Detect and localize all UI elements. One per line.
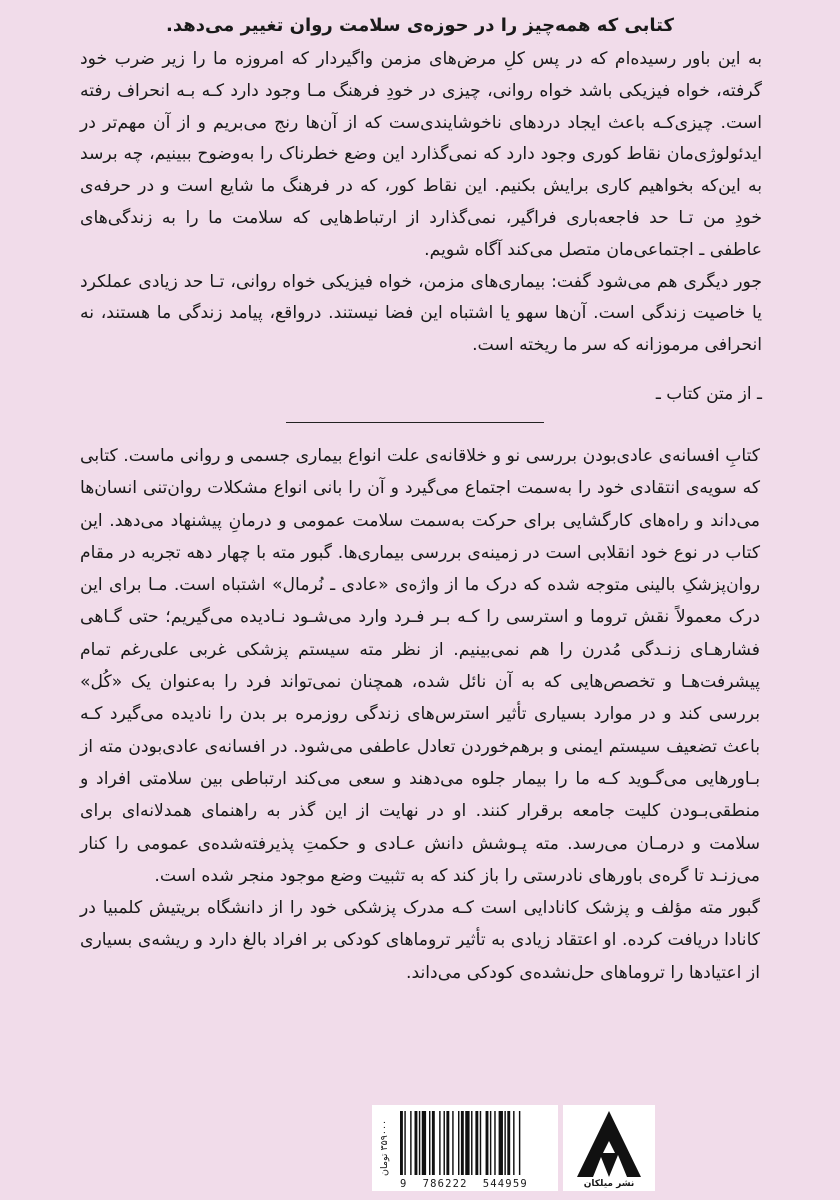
barcode-bar [504,1111,505,1175]
barcode-bar [513,1111,514,1175]
cover-heading: کتابی که همه‌چیز را در حوزه‌ی سلامت روان تغییر می‌دهد. [166,15,674,36]
barcode-bar [507,1111,510,1175]
barcode-bar [519,1111,520,1175]
barcode-bar [432,1111,435,1175]
barcode-bar [480,1111,481,1175]
barcode-bar [419,1111,420,1175]
isbn-digits: 9 786222 544959 [400,1178,528,1190]
author-bio-paragraph: گبور مته مؤلف و پزشک کانادایی است کـه مدرک پزشکی خود را از دانشگاه بریتیش کلمبیا در کانادا دریافت کرده. او اعتقاد زیادی به تأثیر تروماهای کودکی بر افراد بالغ دارد و ریشه‌ی بسیاری از اعتیادها را تروماهای حل‌نشده‌ی کودکی می‌داند. [80,898,760,983]
excerpt-paragraph-1: به این باور رسیده‌ام که در پس کلِ مرض‌های مزمن واگیردار که امروزه ما را زیر ضرب خود گرفته، خواه فیزیکی باشد خواه روانی، چیزی در خودِ فرهنگ مـا وجود دارد کـه بـه انحراف رفته است. چیزی‌کـه باعث ایجاد دردهای ناخوشایندی‌ست که از آن‌ها رنج می‌بریم و از آن مهم‌تر در ایدئولوژی‌مان نقاط کوری وجود دارد که نمی‌گذارد این وضع خطرناک را به‌وضوح ببینیم، چه برسد به این‌که بخواهیم کاری برایش بکنیم. این نقاط کور، که در فرهنگ ما شایع است و در حرفه‌ی خودِ من تـا حد فاجعه‌باری فراگیر، نمی‌گذارد از ارتباط‌هایی که سلامت ما را به زندگی‌های عاطفی ـ اجتماعی‌مان متصل می‌کند آگاه شویم. [80,49,762,260]
barcode-bar [494,1111,495,1175]
publisher-name: نشر میلکان [583,1179,635,1189]
publisher-logo [563,1105,655,1191]
excerpt-paragraph-2: جور دیگری هم می‌شود گفت: بیماری‌های مزمن، خواه فیزیکی خواه روانی، تـا حد زیادی عملکرد یا خاصیت زندگی است. آن‌ها سهو یا اشتباه این فضا نیستند. درواقع، پیامد زندگی ما هستند، نه انحرافی مرموزانه که سر ما ریخته است. [80,271,762,356]
barcode-bar [446,1111,449,1175]
barcode-bar [400,1111,403,1175]
price-label: ۳۵۹۰۰۰ تومان [379,1119,390,1177]
barcode-bar [486,1111,489,1175]
barcode-bar [439,1111,440,1175]
section-divider [286,422,544,423]
barcode-bar [499,1111,503,1175]
barcode-bar [422,1111,426,1175]
barcode-bar [471,1111,472,1175]
book-excerpt [80,44,762,362]
barcode-bar [444,1111,445,1175]
barcode-bar [415,1111,418,1175]
barcode-bar [458,1111,459,1175]
description-paragraph: کتابِ افسانه‌ی عادی‌بودن بررسی نو و خلاقانه‌ی علت انواع بیماری جسمی و روانی ماست. کتابی که سویه‌ی انتقادی خود را به‌سمت اجتماع می‌گیرد و آن را بانی انواع مشکلات روان‌تنی انسان‌ها می‌داند و راه‌های کارگشایی برای حرکت به‌سمت سلامت عمومی و درمانِ پیشنهاد می‌دهد. این کتاب در نوع خود انقلابی است در زمینه‌ی بررسی بیماری‌ها. گبور مته با چهار دهه تجربه در مقام روان‌پزشکِ بالینی متوجه شده که درک ما از واژه‌ی «عادی ـ نُرمال» اشتباه است. مـا برای این درک معمولاً نقش تروما و استرسی را کـه بـر فـرد وارد می‌شـود نـادیده می‌گیریم؛ حتی گـاهی فشارهـای زنـدگی مُدرن را هم نمی‌بینیم. از نظر مته سیستم پزشکی غربی علی‌رغم تمام پیشرفت‌هـا و تخصص‌هایی که به آن نائل شده، همچنان نمی‌تواند فرد را به‌عنوان یک «کُل» بررسی کند و در موارد بسیاری تأثیر استرس‌های زندگی روزمره بر بدن را نادیده می‌گیرد کـه باعث تضعیف سیستم ایمنی و برهم‌خوردن تعادل عاطفی می‌شود. در افسانه‌ی عادی‌بودن مته از بـاورهایی می‌گـوید کـه ما را بیمار جلوه می‌دهند و سعی می‌کند ارتباطی بین سلامتی افراد و منطقی‌بـودن کلیت جامعه برقرار کنند. او در نهایت از این گذر به راهنمای همدلانه‌ای برای سلامت و درمـان می‌رسد. مته پـوشش دانش عـادی و حکمتِ پذیرفته‌شده‌ی عمومی را کنار می‌زنـد تا گره‌ی باورهای نادرستی را باز کند که به تثبیت وضع موجود منجر شده است. [80,446,760,886]
barcode-bar [465,1111,469,1175]
barcode-bar [490,1111,491,1175]
barcode-bar [475,1111,478,1175]
barcode-bar [429,1111,430,1175]
barcode-bar [452,1111,453,1175]
isbn-barcode [372,1105,558,1191]
book-description [80,440,760,989]
barcode-bar [404,1111,405,1175]
barcode-bar [410,1111,411,1175]
barcode-bar [461,1111,464,1175]
excerpt-source: ـ از متن کتاب ـ [655,384,762,404]
